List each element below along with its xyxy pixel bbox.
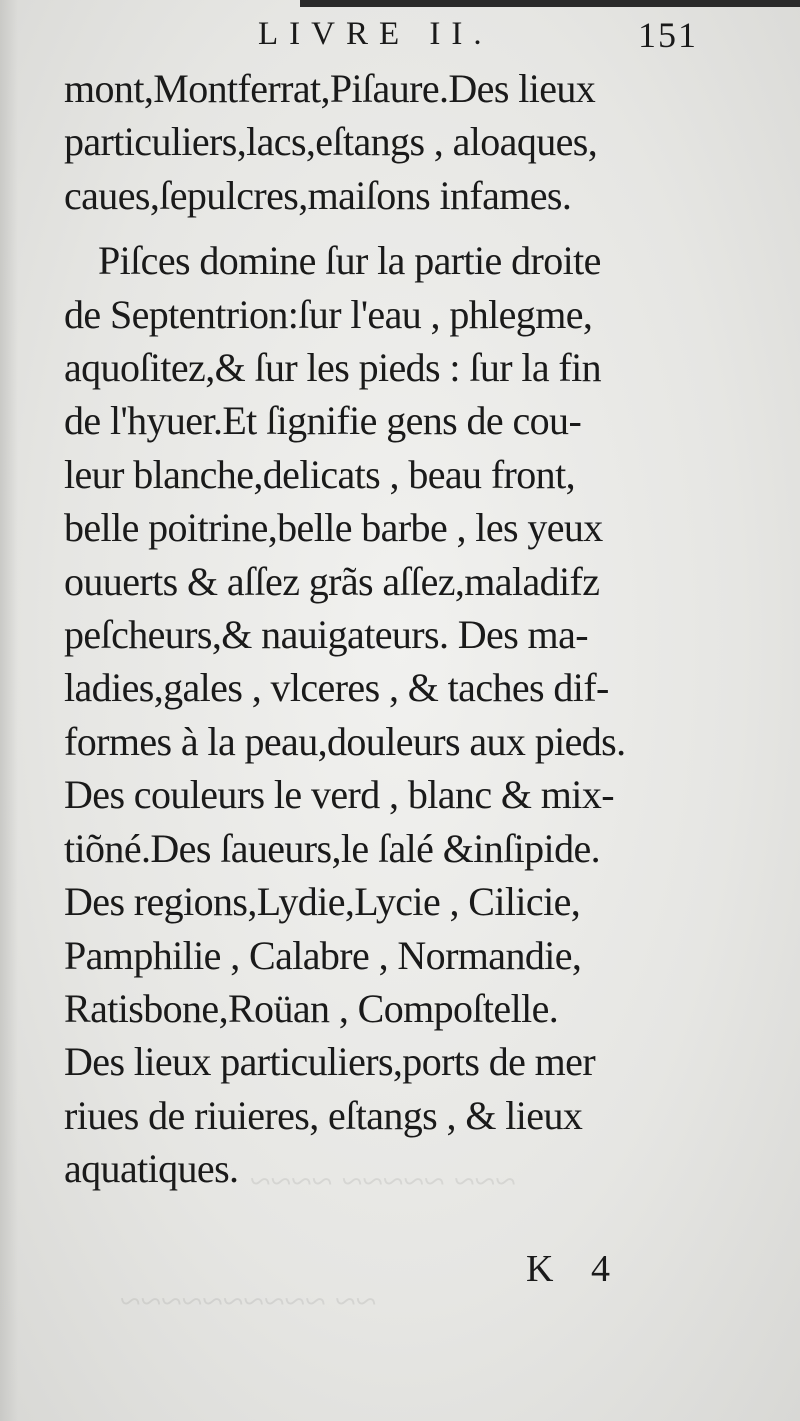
show-through-ink: ~~~ ~~~~~ ~~~~ xyxy=(250,1161,516,1203)
page-number: 151 xyxy=(638,15,698,55)
text-line: formes à la peau,douleurs aux pieds. xyxy=(64,718,626,764)
text-line: de Septentrion:ſur l'eau , phlegme, xyxy=(64,291,593,337)
text-line: Ratisbone,Roüan , Compoſtelle. xyxy=(64,985,559,1031)
text-line: de l'hyuer.Et ſignifie gens de cou- xyxy=(64,398,582,444)
body-text xyxy=(64,62,736,1196)
text-line: tiõné.Des ſaueurs,le ſalé &inſipide. xyxy=(64,825,601,871)
text-line: riues de riuieres, eſtangs , & lieux xyxy=(64,1092,583,1138)
paragraph xyxy=(64,62,736,222)
text-line: Des couleurs le verd , blanc & mix- xyxy=(64,772,614,818)
paragraph-gap xyxy=(64,222,736,234)
paragraph xyxy=(64,234,736,1195)
page-header xyxy=(0,14,800,54)
page-edge-shadow xyxy=(0,0,18,1421)
signature-mark: K 4 xyxy=(526,1248,624,1290)
text-line: aquatiques. xyxy=(64,1146,239,1192)
text-line: Des regions,Lydie,Lycie , Cilicie, xyxy=(64,879,581,925)
text-line: leur blanche,delicats , beau front, xyxy=(64,451,575,497)
text-line: particuliers,lacs,eſtangs , aloaques, xyxy=(64,119,598,165)
text-line: mont,Montferrat,Piſaure.Des lieux xyxy=(64,66,596,111)
text-line: aquoſitez,& ſur les pieds : ſur la fin xyxy=(64,345,602,391)
show-through-ink: ~~ ~~~~~~~~~~ xyxy=(120,1281,377,1323)
running-head: LIVRE II. xyxy=(258,16,493,52)
text-line: Piſces domine ſur la partie droite xyxy=(98,238,601,284)
top-edge-shadow xyxy=(300,0,800,7)
text-line: ladies,gales , vlceres , & taches dif- xyxy=(64,665,609,711)
text-line: ouuerts & aſſez grãs aſſez,maladifz xyxy=(64,558,600,604)
text-line: caues,ſepulcres,maiſons infames. xyxy=(64,172,572,218)
text-line: peſcheurs,& nauigateurs. Des ma- xyxy=(64,612,588,658)
text-line: belle poitrine,belle barbe , les yeux xyxy=(64,505,603,551)
text-line: Des lieux particuliers,ports de mer xyxy=(64,1039,596,1085)
text-line: Pamphilie , Calabre , Normandie, xyxy=(64,932,582,978)
